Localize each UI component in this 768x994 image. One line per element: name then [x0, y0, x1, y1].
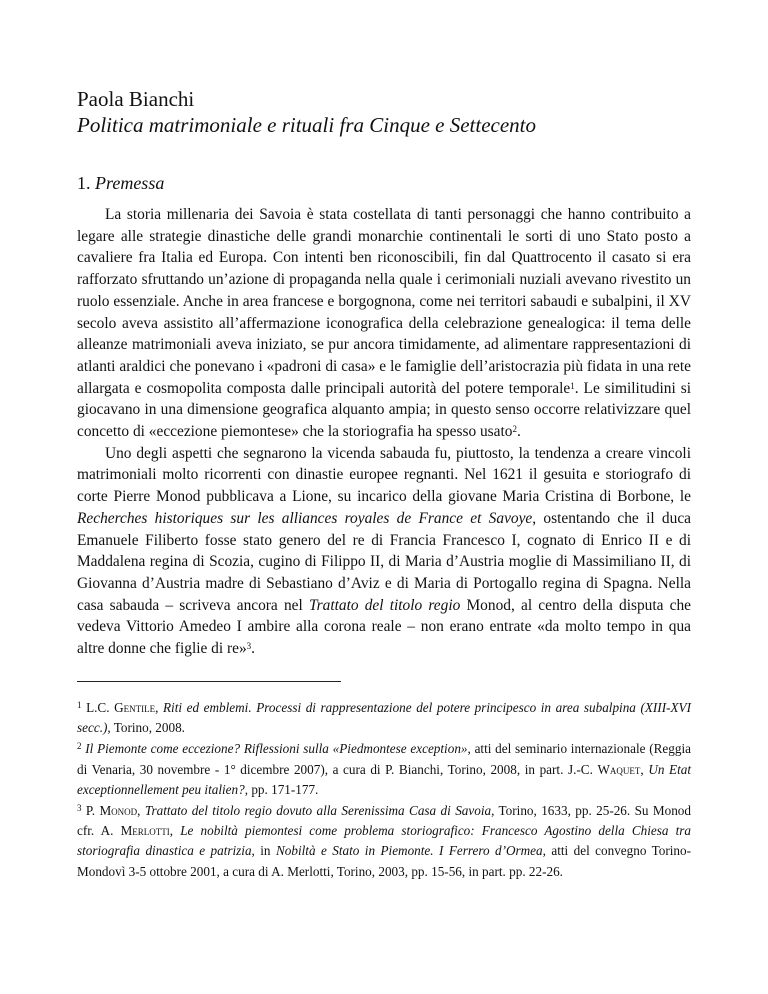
footnote-rest: , Torino, 2008.: [107, 720, 185, 736]
footnotes: [77, 698, 691, 883]
paragraph-1: [77, 204, 691, 443]
footnote-number: 3: [77, 803, 82, 814]
footnote-rest: , pp. 171-177.: [244, 781, 319, 797]
footnote-ref-2[interactable]: 2: [512, 424, 517, 435]
footnote-author: L.C. Gentile: [86, 700, 156, 715]
footnote-rest: , atti del convegno Torino-Mondovì 3-5 ottobre 2001, a cura di A. Merlotti, Torino, 2003, pp. 15-56, in part. pp. 22-26.: [77, 843, 691, 879]
section-number: 1.: [77, 173, 91, 193]
cited-work-recherches: Recherches historiques sur les alliances royales de France et Savoye: [77, 509, 533, 527]
footnote-1: $^1$ L.C. Gentile, Riti ed emblemi. Processi di rappresentazione del potere principesco in area subalpina (XIII-XVI secc.), Torino, 2008.: [77, 700, 691, 736]
footnote-mid: , Torino, 1633, pp. 25-26. Su Monod cfr. A.: [77, 803, 691, 839]
footnote-separator: [77, 681, 341, 682]
footnote-title: Le nobiltà piemontesi come problema storiografico: Francesco Agostino della Chiesa tra storiografia dinastica e patrizia: [77, 823, 691, 859]
cited-work-trattato: Trattato del titolo regio: [308, 596, 461, 614]
footnote-title: Un Etat exceptionnellement peu italien?: [77, 761, 691, 797]
section-title: Premessa: [95, 173, 165, 193]
footnote-3: $^3$ P. Monod, Trattato del titolo regio dovuto alla Serenissima Casa di Savoia, Torino, 1633, pp. 25-26. Su Monod cfr. A. Merlotti, Le nobiltà piemontesi come problema storiografico: Francesco Agostino della Chiesa tra storiografia dinastica e patrizia, in Nobiltà e Stato in Piemonte. I Ferrero d’Ormea, atti del convegno Torino-Mondovì 3-5 ottobre 2001, a cura di A. Merlotti, Torino, 2003, pp. 15-56, in part. pp. 22-26.: [77, 803, 691, 879]
paragraph-2-text-a: Uno degli aspetti che segnarono la vicenda sabauda fu, piuttosto, la tendenza a creare vincoli matrimoniali molto ricorrenti con dinastie europee regnanti. Nel 1621 il gesuita e storiografo di corte Pierre Monod pubblicava a Lione, su incarico della giovane Maria Cristina di Borbone, le: [77, 444, 691, 506]
section-heading: [77, 172, 164, 194]
article-title: Politica matrimoniale e rituali fra Cinque e Settecento: [77, 113, 537, 137]
footnote-title: Il Piemonte come eccezione? Riflessioni sulla «Piedmontese exception»: [85, 741, 468, 757]
footnote-mid: , atti del seminario internazionale (Reggia di Venaria, 30 novembre - 1° dicembre 2007), a cura di P. Bianchi, Torino, 2008, in part. J.-C.: [77, 741, 691, 777]
footnote-2: $^2$ Il Piemonte come eccezione? Riflessioni sulla «Piedmontese exception», atti del seminario internazionale (Reggia di Venaria, 30 novembre - 1° dicembre 2007), a cura di P. Bianchi, Torino, 2008, in part. J.-C. Waquet, Un Etat exceptionnellement peu italien?, pp. 171-177.: [77, 741, 691, 797]
paragraph-2-text-d: .: [251, 640, 256, 658]
footnote-title: Trattato del titolo regio dovuto alla Serenissima Casa di Savoia: [144, 803, 492, 819]
author-name: Paola Bianchi: [77, 87, 195, 111]
footnote-ref-1[interactable]: 1: [570, 380, 575, 391]
paragraph-2-text-b: , ostentando che il duca Emanuele Filiberto fosse stato genero del re di Francia Francesco I, cognato di Enrico II e di Maddalena regina di Scozia, cugino di Filippo II, di Maria d’Austria moglie di Massimiliano II, di Giovanna d’Austria madre di Sebastiano d’Aviz e di Maria di Portogallo regina di Spagna. Nella casa sabauda – scriveva ancora nel: [77, 509, 691, 614]
footnote-title: Riti ed emblemi. Processi di rappresentazione del potere principesco in area subalpina (XIII-XVI secc.): [77, 700, 691, 736]
paragraph-2-text-c: Monod, al centro della disputa che vedeva Vittorio Amedeo I ambire alla corona reale – non erano entrate «da molto tempo in qua altre donne che figlie di re»: [77, 596, 692, 658]
footnote-title: Nobiltà e Stato in Piemonte. I Ferrero d’Ormea: [275, 843, 543, 859]
footnote-ref-3[interactable]: 3: [246, 641, 252, 652]
footnote-author: Merlotti: [120, 823, 170, 839]
footnote-number: 1: [77, 700, 82, 710]
footnote-mid: , in: [251, 843, 276, 859]
paragraph-1-text-b: . Le similitudini si giocavano in una dimensione geografica alquanto ampia; in questo senso occorre relativizzare quel concetto di «eccezione piemontese» che la storiografia ha spesso usato: [77, 379, 691, 441]
paragraph-1-text-a: La storia millenaria dei Savoia è stata costellata di tanti personaggi che hanno contribuito a legare alle strategie dinastiche delle grandi monarchie continentali le sorti di uno Stato posto a cavaliere fra Italia ed Europa. Con intenti ben riconoscibili, fin dal Quattrocento il casato si era rafforzato sfruttando un’azione di propaganda nella quale i cerimoniali nuziali avevano rivestito un ruolo essenziale. Anche in area francese e borgognona, come nei territori sabaudi e subalpini, il XV secolo aveva assistito all’affermazione iconografica della celebrazione genealogica: il tema delle alleanze matrimoniali aveva iniziato, se pur ancora timidamente, ad alimentare rappresentazioni di atlanti araldici che ponevano i «padroni di casa» e le famiglie dell’aristocrazia più fidata in una rete allargata e cosmopolita composta dalle principali autorità del potere temporale: [77, 206, 691, 397]
body-text: [77, 204, 691, 660]
footnote-author: Waquet: [597, 761, 641, 777]
paragraph-2: [77, 443, 691, 660]
footnote-number: 2: [77, 741, 82, 752]
footnote-author: P. Monod: [85, 803, 138, 819]
paragraph-1-text-c: .: [516, 423, 521, 441]
